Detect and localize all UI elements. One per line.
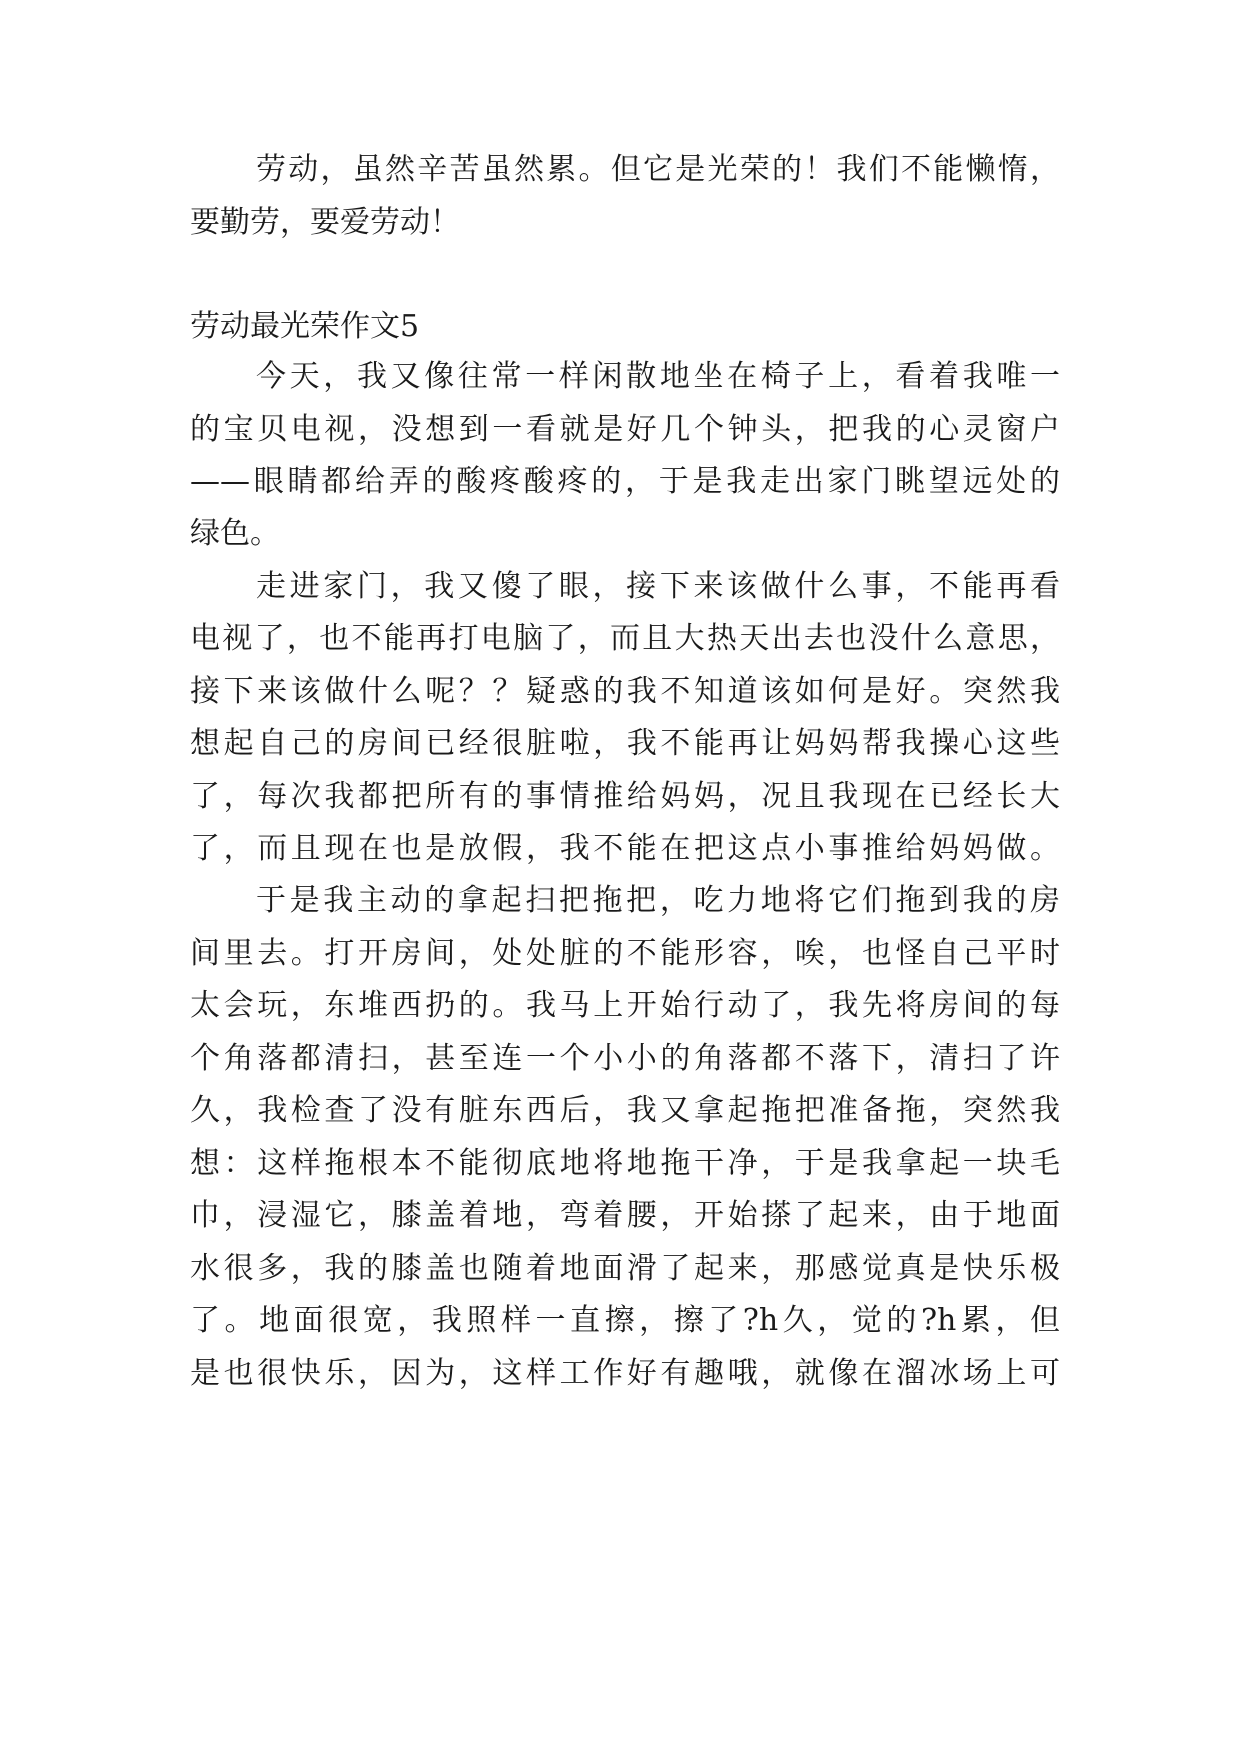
paragraph-line: 了，而且现在也是放假，我不能在把这点小事推给妈妈做。 [190, 831, 1060, 866]
paragraph-line: 于是我主动的拿起扫把拖把，吃力地将它们拖到我的房 [256, 883, 1060, 918]
paragraph-line: ——眼睛都给弄的酸疼酸疼的，于是我走出家门眺望远处的 [190, 464, 1060, 499]
paragraph-line: 个角落都清扫，甚至连一个小小的角落都不落下，清扫了许 [190, 1041, 1060, 1076]
paragraph-line: 要勤劳，要爱劳动！ [190, 205, 460, 240]
paragraph-line: 水很多，我的膝盖也随着地面滑了起来，那感觉真是快乐极 [190, 1251, 1060, 1286]
paragraph-line: 想起自己的房间已经很脏啦，我不能再让妈妈帮我操心这些 [190, 726, 1060, 761]
paragraph-line: 劳动，虽然辛苦虽然累。但它是光荣的！我们不能懒惰， [256, 152, 1060, 187]
section-heading: 劳动最光荣作文5 [190, 309, 420, 344]
paragraph-line: 间里去。打开房间，处处脏的不能形容，唉，也怪自己平时 [190, 936, 1060, 971]
paragraph-line: 接下来该做什么呢？？疑惑的我不知道该如何是好。突然我 [190, 674, 1060, 709]
paragraph-line: 巾，浸湿它，膝盖着地，弯着腰，开始搽了起来，由于地面 [190, 1198, 1060, 1233]
paragraph-line: 了，每次我都把所有的事情推给妈妈，况且我现在已经长大 [190, 779, 1060, 814]
paragraph-line: 了。地面很宽，我照样一直擦，擦了?h久，觉的?h累，但 [190, 1303, 1060, 1338]
paragraph-line: 太会玩，东堆西扔的。我马上开始行动了，我先将房间的每 [190, 988, 1060, 1023]
paragraph-line: 是也很快乐，因为，这样工作好有趣哦，就像在溜冰场上可 [190, 1356, 1060, 1391]
paragraph-line: 今天，我又像往常一样闲散地坐在椅子上，看着我唯一 [256, 359, 1060, 394]
paragraph-line: 走进家门，我又傻了眼，接下来该做什么事，不能再看 [256, 569, 1060, 604]
paragraph-line: 的宝贝电视，没想到一看就是好几个钟头，把我的心灵窗户 [190, 412, 1060, 447]
paragraph-line: 想：这样拖根本不能彻底地将地拖干净，于是我拿起一块毛 [190, 1146, 1060, 1181]
paragraph-line: 久，我检查了没有脏东西后，我又拿起拖把准备拖，突然我 [190, 1093, 1060, 1128]
paragraph-line: 电视了，也不能再打电脑了，而且大热天出去也没什么意思， [190, 621, 1060, 656]
paragraph-line: 绿色。 [190, 516, 280, 551]
